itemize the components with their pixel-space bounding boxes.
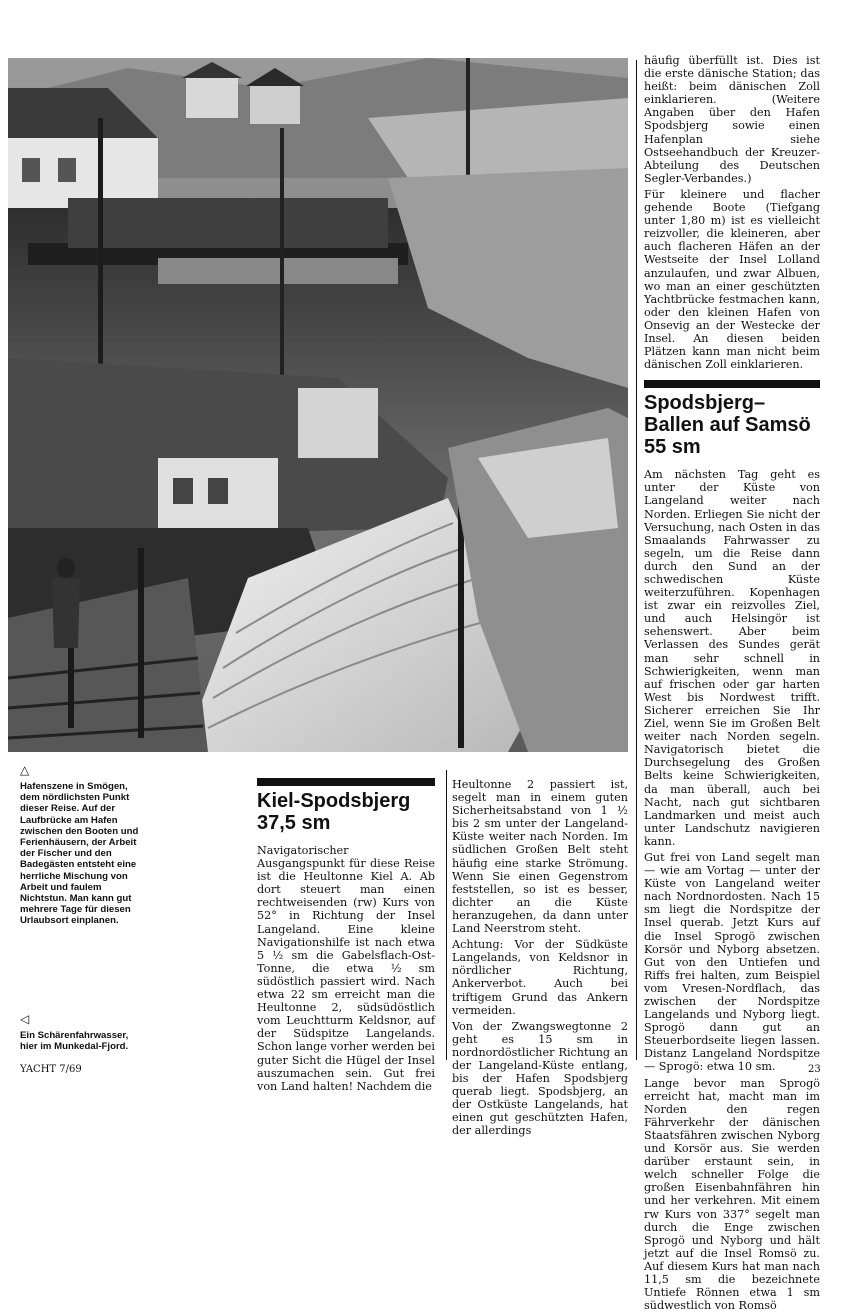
paragraph: häufig überfüllt ist. Dies ist die erste dänische Station; das heißt: beim dänischen Zoll einklarieren. (Weitere Angaben über den Hafen Spodsbjerg sowie einen Hafenplan siehe Ostseehandbuch der Kreuzer-Abteilung des Deutschen Segler-Verbandes.) — [644, 54, 820, 185]
paragraph: Navigatorischer Ausgangspunkt für diese Reise ist die Heultonne Kiel A. Ab dort steuert man einen rechtweisenden (rw) Kurs von 52° in Richtung der Insel Langeland. Eine kleine Navigationshilfe ist nach etwa 5 ½ sm die Gabelsflach-Ost-Tonne, die etwa ½ sm südöstlich passiert wird. Nach etwa 22 sm erreicht man die Heultonne 2, südsüdöstlich vom Leuchtturm Keldsnor, auf der Südspitze Langelands. Schon lange vorher werden bei guter Sicht die Hügel der Insel auszumachen sein. Gut frei von Land halten! Nachdem die — [257, 844, 436, 1093]
page-number: 23 — [808, 1064, 821, 1075]
section-kiel-spodsbjerg — [257, 778, 435, 1096]
caption-text: Ein Schärenfahrwasser, hier im Munkedal-Fjord. — [20, 1030, 129, 1053]
column-right — [644, 54, 820, 1315]
column-divider — [446, 770, 447, 1060]
column-divider — [636, 60, 637, 1060]
section-rule — [644, 380, 820, 388]
section-heading: Kiel-Spodsbjerg 37,5 sm — [257, 790, 411, 834]
paragraph: Heultonne 2 passiert ist, segelt man in einem guten Sicherheitsabstand von 1 ½ bis 2 sm unter der Langeland-Küste weiter nach Norden. Im südlichen Großen Belt steht häufig eine starke Strömung. Wenn Sie einen Gegenstrom feststellen, so ist es besser, dichter an die Küste heranzugehen, da dann unter Land Neerstrom steht. — [452, 778, 628, 936]
caption-marker: ◁ — [20, 1012, 30, 1026]
caption-text: Hafenszene in Smögen, dem nördlichsten Punkt dieser Reise. Auf der Laufbrücke am Hafen zwischen den Booten und Ferienhäusern, der Arbeit der Fischer und den Badegästen entsteht eine herrliche Mischung von Arbeit und faulem Nichtstun. Man kann gut mehrere Tage für diesen Urlaubsort einplanen. — [20, 781, 139, 927]
harbor-photo — [8, 58, 628, 752]
footer-magazine: YACHT 7/69 — [20, 1064, 82, 1075]
paragraph: Von der Zwangswegtonne 2 geht es 15 sm in nordnordöstlicher Richtung an der Langeland-Küste entlang, bis der Hafen Spodsbjerg querab liegt. Spodsbjerg, an der Ostküste Langelands, hat einen gut geschützten Hafen, der allerdings — [452, 1019, 628, 1138]
caption-munkedal — [20, 1012, 142, 1052]
harbor-photo-icon — [8, 58, 628, 752]
paragraph: Am nächsten Tag geht es unter der Küste von Langeland weiter nach Norden. Erliegen Sie nicht der Versuchung, nach Osten in das Smaalands Fahrwasser zu segeln, um die Reise dann durch den Sund an der schwedischen Küste weiterzuführen. Kopenhagen ist zwar ein reizvolles Ziel, und auch Helsingör ist sehenswert. Aber beim Verlassen des Sundes gerät man sehr schnell in Schwierigkeiten, wenn man auf frischen oder gar harten West bis Nordwest trifft. Sicherer erreichen Sie Ihr Ziel, wenn Sie im Großen Belt weiter nach Norden segeln. Navigatorisch bietet die Durchsegelung des Großen Belts keine Schwierigkeiten, da man überall, auch bei Nacht, nach gut sichtbaren Landmarken und meist auch unter Landschutz navigieren kann. — [644, 468, 820, 848]
section-rule — [257, 778, 435, 786]
paragraph: Gut frei von Land segelt man — wie am Vortag — unter der Küste von Langeland weiter nach Nordnordosten. Nach 15 sm liegt die Nordspitze der Insel querab. Jetzt Kurs auf die Insel Sprogö zwischen Korsör und Nyborg absetzen. Gut von den Untiefen und Riffs frei halten, zum Beispiel vom Vresen-Nordflach, das zwischen der Nordspitze Langelands und Nyborg liegt. Sprogö dann gut an Steuerbordseite liegen lassen. Distanz Langeland Nordspitze — Sprogö: etwa 10 sm. — [644, 850, 820, 1074]
paragraph: Achtung: Vor der Südküste Langelands, von Keldsnor in nördlicher Richtung, Ankerverbot. Auch bei triftigem Grund das Ankern vermeiden. — [452, 938, 628, 1017]
caption-marker: △ — [20, 763, 30, 777]
section-heading: Spodsbjerg–Ballen auf Samsö 55 sm — [644, 392, 811, 459]
paragraph: Für kleinere und flacher gehende Boote (Tiefgang unter 1,80 m) ist es vielleicht reizvoller, die kleineren, aber auch flacheren Häfen an der Westseite der Insel Lolland anzulaufen, und zwar Albuen, wo man an einer geschützten Yachtbrücke festmachen kann, oder den kleinen Hafen von Onsevig an der Westecke der Insel. An diesen beiden Plätzen kann man nicht beim dänischen Zoll einklarieren. — [644, 187, 820, 372]
column-continued — [452, 778, 628, 1141]
caption-smoegen — [20, 763, 142, 927]
paragraph: Lange bevor man Sprogö erreicht hat, macht man im Norden den regen Fährverkehr der dänischen Staatsfähren zwischen Nyborg und Korsör aus. Sie werden darüber erstaunt sein, in welch schneller Folge die großen Eisenbahnfähren hin und her verkehren. Mit einem rw Kurs von 337° segelt man durch die Enge zwischen Sprogö und Nyborg und hält jetzt auf die Insel Romsö zu. Auf diesem Kurs hat man nach 11,5 sm die bezeichnete Untiefe Rönnen etwa 1 sm südwestlich von Romsö — [644, 1076, 820, 1313]
